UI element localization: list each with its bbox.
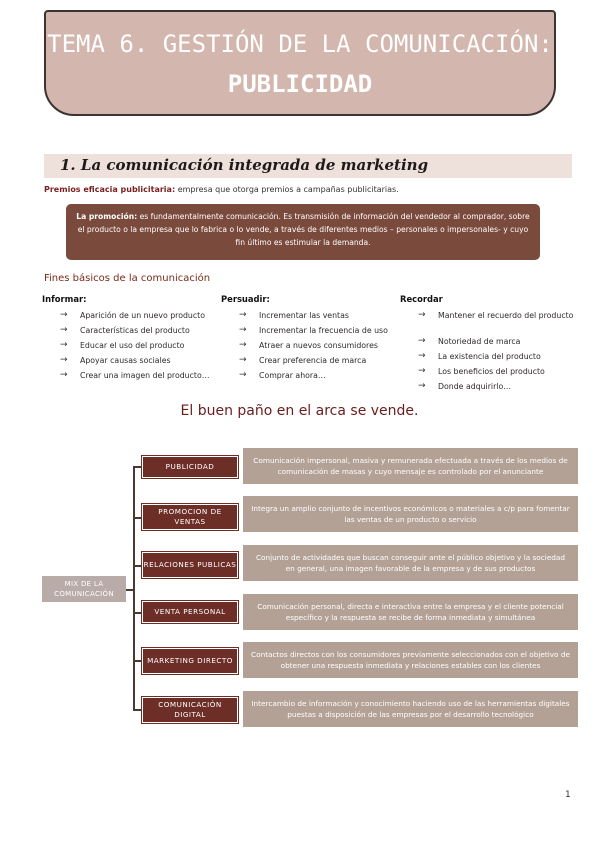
diagram-branch-description: Contactos directos con los consumidores previamente seleccionados con el objetivo de obtener una respuesta inmediata y relaciones estables con los clientes (243, 642, 578, 678)
column-heading-recordar: Recordar (400, 294, 443, 304)
promotion-term: La promoción: (76, 212, 138, 221)
list-item: → La existencia del producto (418, 351, 541, 361)
arrow-right-icon: → (60, 355, 68, 365)
connector-branch (133, 660, 142, 662)
arrow-right-icon: → (60, 310, 68, 320)
list-item: → Comprar ahora… (239, 370, 326, 380)
fines-heading: Fines básicos de la comunicación (44, 273, 211, 284)
arrow-right-icon: → (60, 370, 68, 380)
arrow-right-icon: → (239, 355, 247, 365)
arrow-right-icon: → (60, 325, 68, 335)
arrow-right-icon: → (239, 325, 247, 335)
list-item: → Atraer a nuevos consumidores (239, 340, 378, 350)
connector-branch (133, 466, 142, 468)
list-item: → Crear una imagen del producto… (60, 370, 210, 380)
list-item: → Mantener el recuerdo del producto (418, 310, 574, 320)
diagram-branch-description: Integra un amplio conjunto de incentivos económicos o materiales a c/p para fomentar las ventas de un producto o servicio (243, 496, 578, 532)
title-banner (44, 10, 556, 116)
page-title-line-1: TEMA 6. GESTIÓN DE LA COMUNICACIÓN: (47, 30, 553, 58)
arrow-right-icon: → (239, 310, 247, 320)
diagram-branch-description: Intercambio de información y conocimiento haciendo uso de las herramientas digitales puestas a disposición de las empresas por el desarrollo tecnológico (243, 691, 578, 727)
promotion-box (66, 204, 540, 260)
arrow-right-icon: → (239, 340, 247, 350)
list-item: → Educar el uso del producto (60, 340, 185, 350)
list-item: → Notoriedad de marca (418, 336, 521, 346)
list-item: → Los beneficios del producto (418, 366, 545, 376)
connector-branch (133, 565, 142, 567)
list-item: → Características del producto (60, 325, 190, 335)
list-item: → Incrementar la frecuencia de uso (239, 325, 388, 335)
definition-term: Premios eficacia publicitaria: (44, 185, 176, 194)
arrow-right-icon: → (418, 366, 426, 376)
column-heading-informar: Informar: (42, 294, 87, 304)
diagram-branch-label: PROMOCION DE VENTAS (142, 504, 238, 530)
connector-branch (133, 517, 142, 519)
list-item: → Donde adquirirlo… (418, 381, 512, 391)
arrow-right-icon: → (418, 310, 426, 320)
list-item: → Apoyar causas sociales (60, 355, 171, 365)
list-recordar (418, 309, 576, 395)
connector-trunk (133, 466, 135, 711)
arrow-right-icon: → (60, 340, 68, 350)
diagram-branch-label: MARKETING DIRECTO (142, 648, 238, 674)
arrow-right-icon: → (239, 370, 247, 380)
connector-branch (133, 612, 142, 614)
diagram-branch-description: Comunicación personal, directa e interactiva entre la empresa y el cliente potencial específico y la respuesta se recibe de forma inmediata y simultánea (243, 594, 578, 630)
promotion-text: es fundamentalmente comunicación. Es transmisión de información del vendedor al comprador, sobre el producto o la empresa que lo fabrica o lo vende, a través de diferentes medios – personales o impersonales- y cuyo fin último es estimular la demanda. (77, 212, 530, 247)
definition-text: empresa que otorga premios a campañas publicitarias. (175, 185, 399, 194)
connector-branch (133, 709, 142, 711)
diagram-branch-label: VENTA PERSONAL (142, 601, 238, 623)
arrow-right-icon: → (418, 336, 426, 346)
list-item: → Incrementar las ventas (239, 310, 349, 320)
definition-line (44, 185, 399, 194)
arrow-right-icon: → (418, 351, 426, 361)
list-informar (60, 309, 220, 384)
diagram-branch-description: Comunicación impersonal, masiva y remunerada efectuada a través de los medios de comunicación de masas y cuyo mensaje es controlado por el anunciante (243, 448, 578, 484)
diagram-root-box: MIX DE LA COMUNICACIÓN (42, 576, 126, 602)
list-item: → Aparición de un nuevo producto (60, 310, 205, 320)
page-title-line-2: PUBLICIDAD (227, 70, 373, 98)
column-heading-persuadir: Persuadir: (221, 294, 270, 304)
diagram-branch-label: RELACIONES PUBLICAS (142, 552, 238, 578)
page-number: 1 (565, 790, 571, 800)
section-number: 1. (60, 156, 76, 174)
list-persuadir (239, 309, 399, 384)
section-title-text: La comunicación integrada de marketing (80, 156, 429, 174)
proverb: El buen paño en el arca se vende. (180, 403, 419, 419)
diagram-branch-label: COMUNICACIÓN DIGITAL (142, 697, 238, 723)
diagram-branch-description: Conjunto de actividades que buscan conseguir ante el público objetivo y la sociedad en general, una imagen favorable de la empresa y de sus productos (243, 545, 578, 581)
diagram-branch-label: PUBLICIDAD (142, 456, 238, 478)
section-title (60, 156, 428, 174)
arrow-right-icon: → (418, 381, 426, 391)
list-item: → Crear preferencia de marca (239, 355, 367, 365)
